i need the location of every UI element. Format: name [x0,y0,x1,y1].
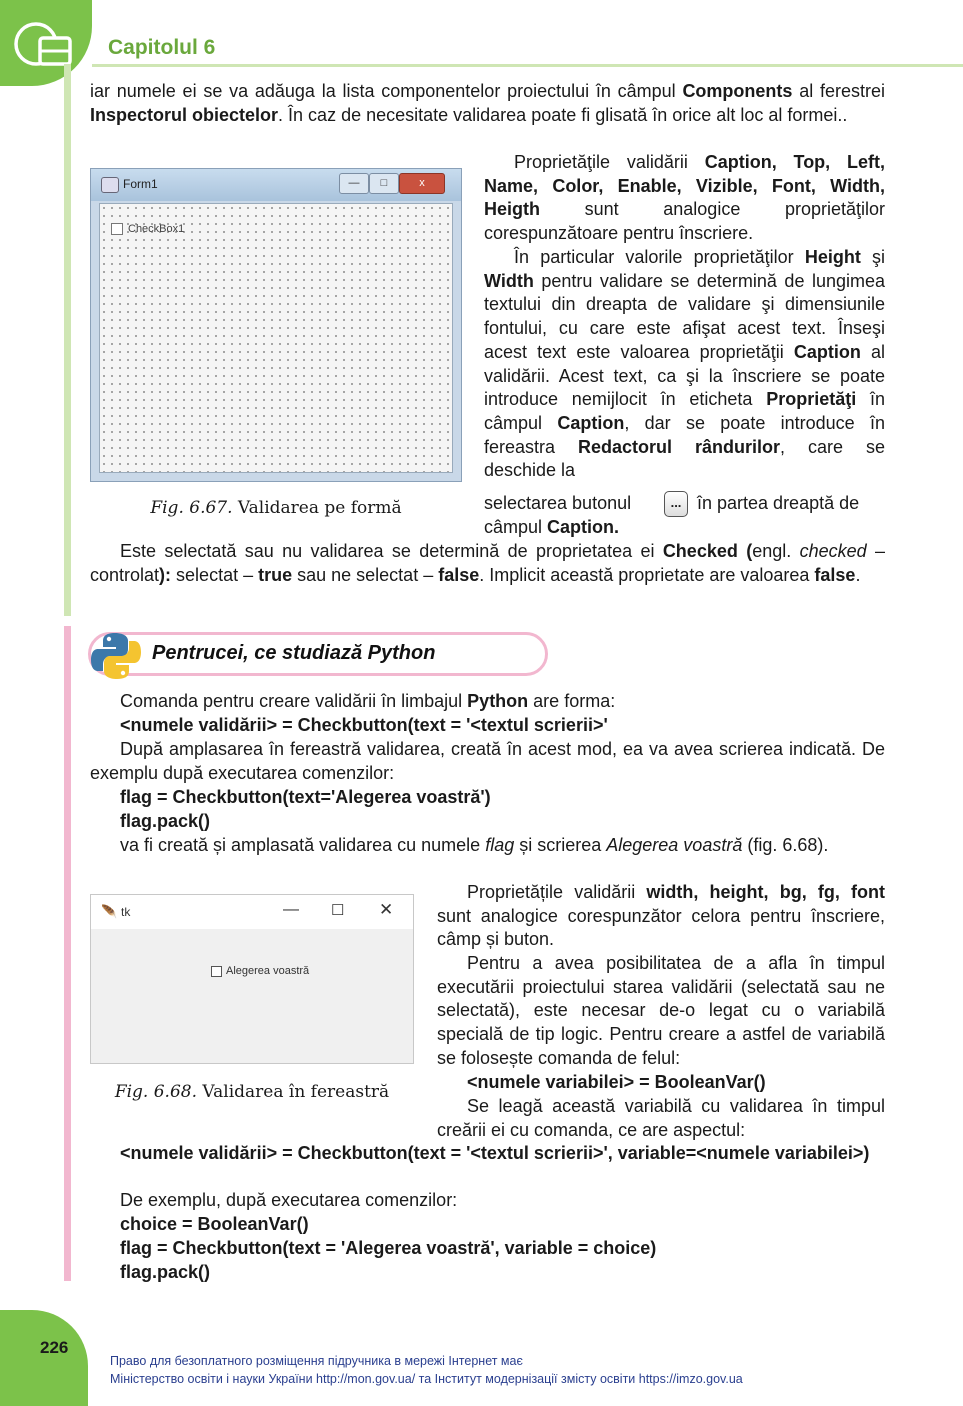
ellipsis-button-icon: ... [664,491,688,517]
text-run: Se leagă această variabilă cu validarea în timpul creării ei cu comanda, ce are aspectul: [437,1096,885,1140]
form1-title: Form1 [123,177,158,191]
paragraph-flag-created [90,834,885,858]
text-run: Comanda pentru creare validării în limbajul [120,691,468,711]
paragraph-after-placement [90,738,885,785]
text-run: pentru validare se determină de lungimea textului din dreapta de validare şi dimensiunile fontului, cu care este afişat acest text. Înseşi acest text este valoarea proprietăţii [484,270,885,362]
caption-number: Fig. 6.68. [114,1082,197,1102]
text-run: Checked ( [662,541,753,561]
form-app-icon [101,177,119,193]
text-run: câmpul [484,517,548,537]
text-run: al validării. Acest text, ca şi la înscriere se poate introduce nemijlocit în eticheta [484,341,885,410]
checkbox1-control [111,223,184,235]
text-run: , dar se poate introduce în fereastra [484,412,886,457]
page-number: 226 [40,1338,69,1357]
text-run: al ferestrei [792,81,885,101]
paragraph-checked [90,540,885,587]
text-run: Redactorul rândurilor [578,436,781,457]
text-run: Height [804,247,861,267]
text-run: Alegerea voastră [606,835,743,855]
code-choice: choice = BooleanVar() [120,1214,309,1234]
text-run: are forma: [528,691,616,711]
code-flag-pack: flag.pack() [120,811,211,831]
code-booleanvar-syntax: <numele variabilei> = BooleanVar() [467,1072,766,1092]
alegerea-checkbox [211,965,309,977]
text-run: sunt analogice proprietăţilor corespunzătoare pentru înscriere. [484,199,885,244]
text-run: . În caz de necesitate validarea poate fi glisată în orice alt loc al formei.. [278,104,848,125]
text-run: checked [799,541,867,561]
text-run: Proprietățile validării [467,882,647,902]
paragraph-example [90,1189,885,1213]
text-run: În particular valorile proprietăţilor [514,247,805,267]
figure-caption-6-68 [90,1082,414,1102]
text-run: sunt analogice corespunzător celora pentru înscriere, câmp și buton. [437,905,885,950]
text-run: Proprietăţile validării [514,152,705,172]
close-icon: x [399,173,445,194]
text-run: Python [467,691,529,711]
copyright-line-2: Міністерство освіти і науки України http://mon.gov.ua/ та Інститут модернізації змісту освіти https://imzo.gov.ua [110,1372,743,1386]
paragraph-components [90,80,885,127]
text-run: iar numele ei se va adăuga la lista componentelor proiectului în câmpul [90,81,683,101]
text-run: false [438,564,480,585]
alegerea-label: Alegerea voastră [226,965,310,977]
checkbox1-label: CheckBox1 [128,223,185,235]
python-section-title: Pentrucei, ce studiază Python [152,642,436,664]
text-run: sau ne selectat – [292,564,439,585]
paragraph-widget-properties [437,881,885,952]
computer-chapter-icon [14,18,76,70]
text-run: va fi creată și amplasată validarea cu numele [120,835,486,855]
maximize-icon: ☐ [331,902,345,919]
text-run: De exemplu, după executarea comenzilor: [120,1190,458,1210]
close-icon: ✕ [379,900,394,919]
tk-window-figure [90,894,414,1064]
text-run: false [814,564,856,585]
tk-feather-icon: 🪶 [101,904,118,919]
maximize-icon: □ [369,173,399,194]
minimize-icon: — [283,901,299,918]
python-side-bar [64,626,71,1281]
caption-text: Validarea pe formă [237,498,402,518]
text-run: și scrierea [514,835,607,855]
caption-text: Validarea în fereastră [202,1082,390,1102]
text-run: Proprietăţi [766,389,857,410]
code-flag-variable: flag = Checkbutton(text = 'Alegerea voastră', variable = choice) [120,1238,657,1258]
text-run: , care se deschide la [484,436,885,481]
form-design-grid [99,203,453,473]
caption-number: Fig. 6.67. [150,498,233,518]
text-run: în câmpul [484,389,885,433]
code-checkbutton-variable-syntax: <numele validării> = Checkbutton(text = '<textul scrierii>', variable=<numele variabilei>) [120,1143,870,1163]
checkbox-icon [111,223,123,235]
code-flag-pack-final: flag.pack() [120,1262,211,1282]
button-sentence-right: în partea dreaptă de [697,493,860,513]
text-run: width, height, bg, fg, font [646,882,885,902]
copyright-line-1: Право для безоплатного розміщення підручника в мережі Інтернет має [110,1354,523,1368]
text-run: – controlat [90,541,886,585]
text-run: Components [682,81,793,101]
text-run: Caption. [547,517,620,537]
text-run: . [855,564,861,585]
code-checkbutton-syntax: <numele validării> = Checkbutton(text = '<textul scrierii>' [120,715,608,735]
text-run: (fig. 6.68). [742,835,829,855]
text-run: Pentru a avea posibilitatea de a afla în timpul executării proiectului starea validării (selectată sau ne selectată), este necesar de-o legat cu o variabilă specială de tip logic. Pentru creare a astfel de variabilă se folosește comanda de felul: [437,953,885,1068]
text-run: selectat – [171,564,259,585]
python-logo-icon [90,630,142,682]
text-run: true [258,564,293,585]
figure-caption-6-67 [90,498,462,518]
paragraph-boolean-variable [437,952,885,1071]
form1-window-figure [90,168,462,482]
form1-titlebar [91,169,461,201]
text-run: flag [485,835,515,855]
page-number-tab [0,1310,88,1406]
paragraph-caption-field [484,516,885,540]
section-side-bar [64,64,71,616]
paragraph-properties [484,151,885,246]
text-run: Width [484,270,534,291]
paragraph-command-form [90,690,885,714]
chapter-title: Capitolul 6 [108,36,216,59]
checkbox-icon [211,966,222,977]
text-run: Caption [557,412,625,433]
paragraph-bind-variable [437,1095,885,1142]
header-rule [92,64,963,67]
text-run: şi [860,247,886,267]
text-run: engl. [752,541,800,561]
text-run: . Implicit această proprietate are valoarea [479,564,815,585]
text-run: Este selectată sau nu validarea se determină de proprietatea ei [120,541,663,561]
minimize-icon: — [339,173,369,194]
button-sentence-left: selectarea butonul [484,493,632,513]
text-run: După amplasarea în fereastră validarea, creată în acest mod, ea va avea scrierea indicată. De exemplu după executarea comenzilor: [90,739,885,783]
text-run: Caption [793,341,861,362]
text-run: Inspectorul obiectelor [90,104,279,125]
code-flag-create: flag = Checkbutton(text='Alegerea voastră') [120,787,491,807]
tk-title: tk [121,905,131,919]
paragraph-height-width [484,246,885,483]
text-run: Caption, Top, Left, Name, Color, Enable, Vizible, Font, Width, Heigth [484,152,885,220]
text-run: ): [159,564,172,585]
tk-titlebar [91,895,413,929]
